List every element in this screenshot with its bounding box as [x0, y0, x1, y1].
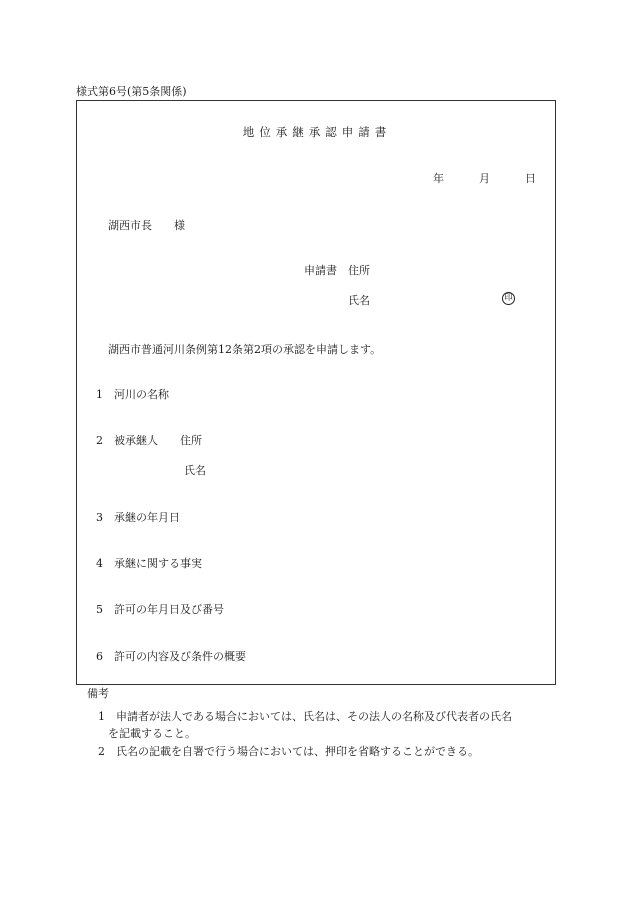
- item-label: 許可の年月日及び番号: [114, 603, 224, 616]
- application-statement: 湖西市普通河川条例第12条第2項の承認を申請します。: [108, 343, 382, 356]
- item-succession-facts: [96, 558, 202, 569]
- seal-mark: 印: [502, 292, 515, 305]
- applicant-name-label: 氏名: [348, 294, 370, 307]
- notes-heading: 備考: [87, 687, 109, 700]
- date-day-label: 日: [525, 172, 536, 185]
- date-month-label: 月: [479, 172, 490, 185]
- item-number: 3: [96, 511, 103, 524]
- item-label: 被承継人 住所: [114, 434, 202, 447]
- item-label: 許可の内容及び条件の概要: [114, 650, 246, 663]
- applicant-address-label: 申請書 住所: [304, 264, 370, 277]
- item-number: 6: [96, 650, 103, 663]
- predecessor-name-label: 氏名: [184, 464, 206, 477]
- note-1-continued: を記載すること。: [108, 727, 196, 740]
- item-succession-date: [96, 512, 180, 523]
- item-label: 承継に関する事実: [114, 557, 202, 570]
- form-number-label: 様式第6号(第5条関係): [76, 85, 187, 98]
- item-permit-date-number: [96, 604, 224, 615]
- item-number: 2: [96, 434, 103, 447]
- item-label: 河川の名称: [114, 388, 169, 401]
- item-predecessor: [96, 435, 202, 446]
- note-2: 2 氏名の記載を自署で行う場合においては、押印を省略することができる。: [98, 745, 479, 758]
- item-label: 承継の年月日: [114, 511, 180, 524]
- addressee: 湖西市長 様: [108, 219, 185, 232]
- item-number: 5: [96, 603, 103, 616]
- item-number: 4: [96, 557, 103, 570]
- item-permit-conditions: [96, 651, 246, 662]
- application-form: [76, 100, 556, 685]
- note-1: 1 申請者が法人である場合においては、氏名は、その法人の名称及び代表者の氏名: [98, 710, 512, 723]
- date-year-label: 年: [433, 172, 444, 185]
- item-river-name: [96, 389, 169, 400]
- form-title: 地位承継承認申請書: [242, 125, 392, 139]
- date-field: [433, 173, 536, 184]
- item-number: 1: [96, 388, 103, 401]
